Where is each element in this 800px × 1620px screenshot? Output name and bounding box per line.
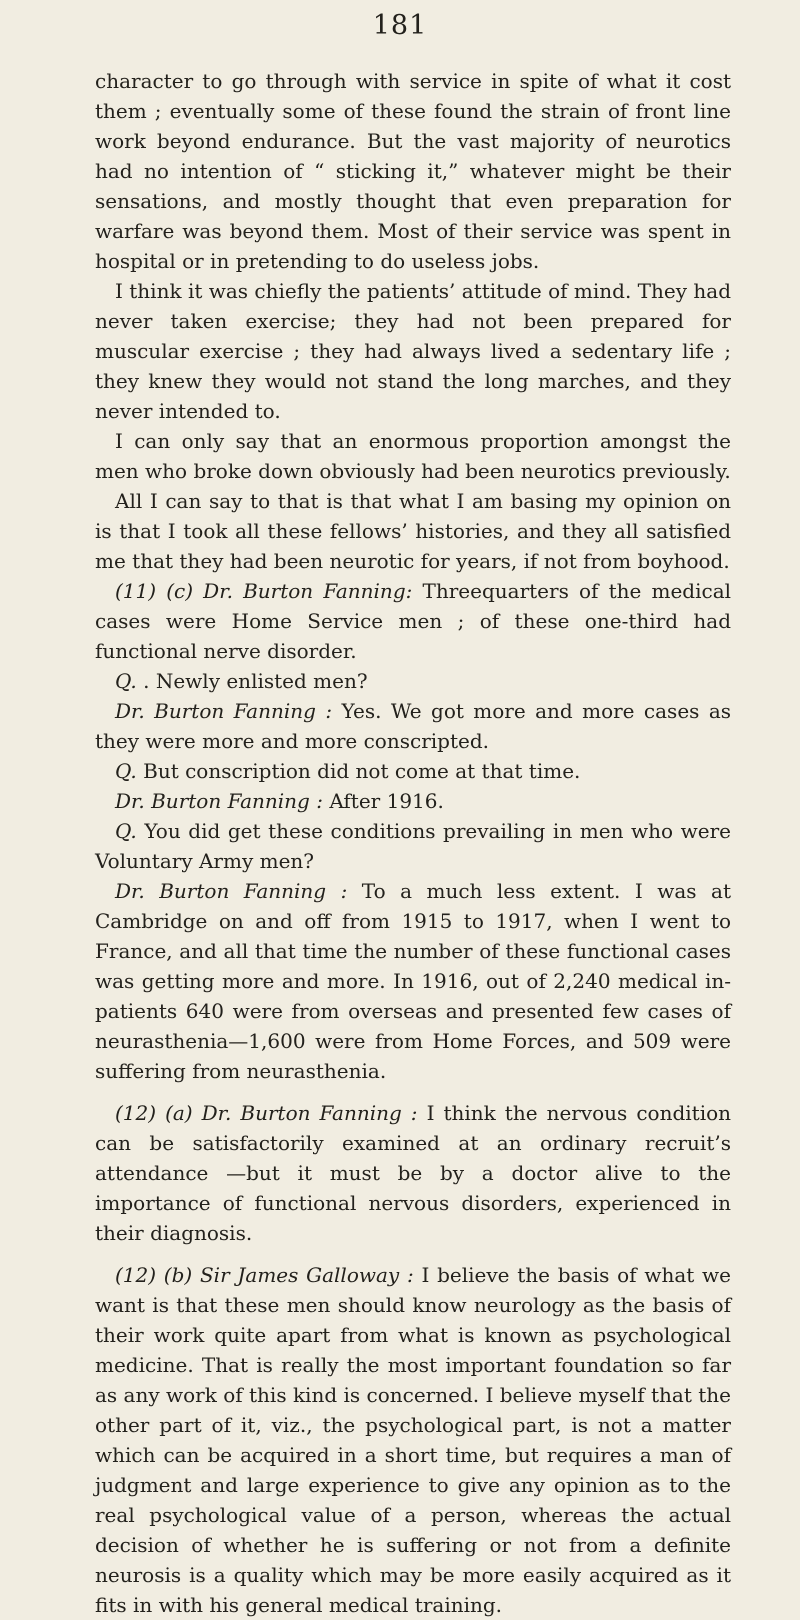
answer-paragraph: Dr. Burton Fanning : After 1916. — [115, 789, 444, 813]
paragraph: (12) (b) Sir James Galloway : I believe the basis of what we want is that these men should know neurology as the basis of their work quite apart from what is known as psychological medicine. That is really the most important foundation so far as any work of this kind is concerned. I believe myself that the other part of it, viz., the psychological part, is not a matter which can be acquired in a short time, but requires a man of judgment and large experience to give any opinion as to the real psychological value of a person, whereas the actual decision of whether he is suffering or not from a definite neurosis is a quality which may be more easily acquired as it fits in with his general medical training. — [95, 1263, 731, 1617]
page-number: 181 — [372, 10, 428, 41]
page-body — [95, 66, 731, 1620]
paragraph: I can only say that an enormous proportion amongst the men who broke down obviously had been neurotics previously. — [95, 429, 731, 483]
question-paragraph: Q. But conscription did not come at that time. — [115, 759, 581, 783]
paragraph: character to go through with service in spite of what it cost them ; eventually some of these found the strain of front line work beyond endurance. But the vast majority of neurotics had no intention of “ sticking it,” whatever might be their sensations, and mostly thought that even preparation for warfare was beyond them. Most of their service was spent in hospital or in pretending to do useless jobs. — [95, 69, 731, 273]
paragraph: I think it was chiefly the patients’ attitude of mind. They had never taken exercise; they had not been prepared for muscular exercise ; they had always lived a sedentary life ; they knew they would not stand the long marches, and they never intended to. — [95, 279, 731, 423]
answer-paragraph: Dr. Burton Fanning : To a much less extent. I was at Cambridge on and off from 1915 to 1917, when I went to France, and all that time the number of these functional cases was getting more and more. In 1916, out of 2,240 medical in-patients 640 were from overseas and presented few cases of neurasthenia—1,600 were from Home Forces, and 509 were suffering from neurasthenia. — [95, 879, 732, 1083]
question-paragraph: Q. You did get these conditions prevailing in men who were Voluntary Army men? — [95, 819, 731, 873]
paragraph: (11) (c) Dr. Burton Fanning: Threequarters of the medical cases were Home Service men ; of these one-third had functional nerve disorder. — [95, 579, 732, 663]
paragraph: All I can say to that is that what I am basing my opinion on is that I took all these fellows’ histories, and they all satisfied me that they had been neurotic for years, if not from boyhood. — [95, 489, 731, 573]
paragraph: (12) (a) Dr. Burton Fanning : I think the nervous condition can be satisfactorily examined at an ordinary recruit’s attendance —but it must be by a doctor alive to the importance of functional nervous disorders, experienced in their diagnosis. — [95, 1101, 732, 1245]
question-paragraph: Q. . Newly enlisted men? — [115, 669, 368, 693]
answer-paragraph: Dr. Burton Fanning : Yes. We got more and more cases as they were more and more conscripted. — [95, 699, 732, 753]
